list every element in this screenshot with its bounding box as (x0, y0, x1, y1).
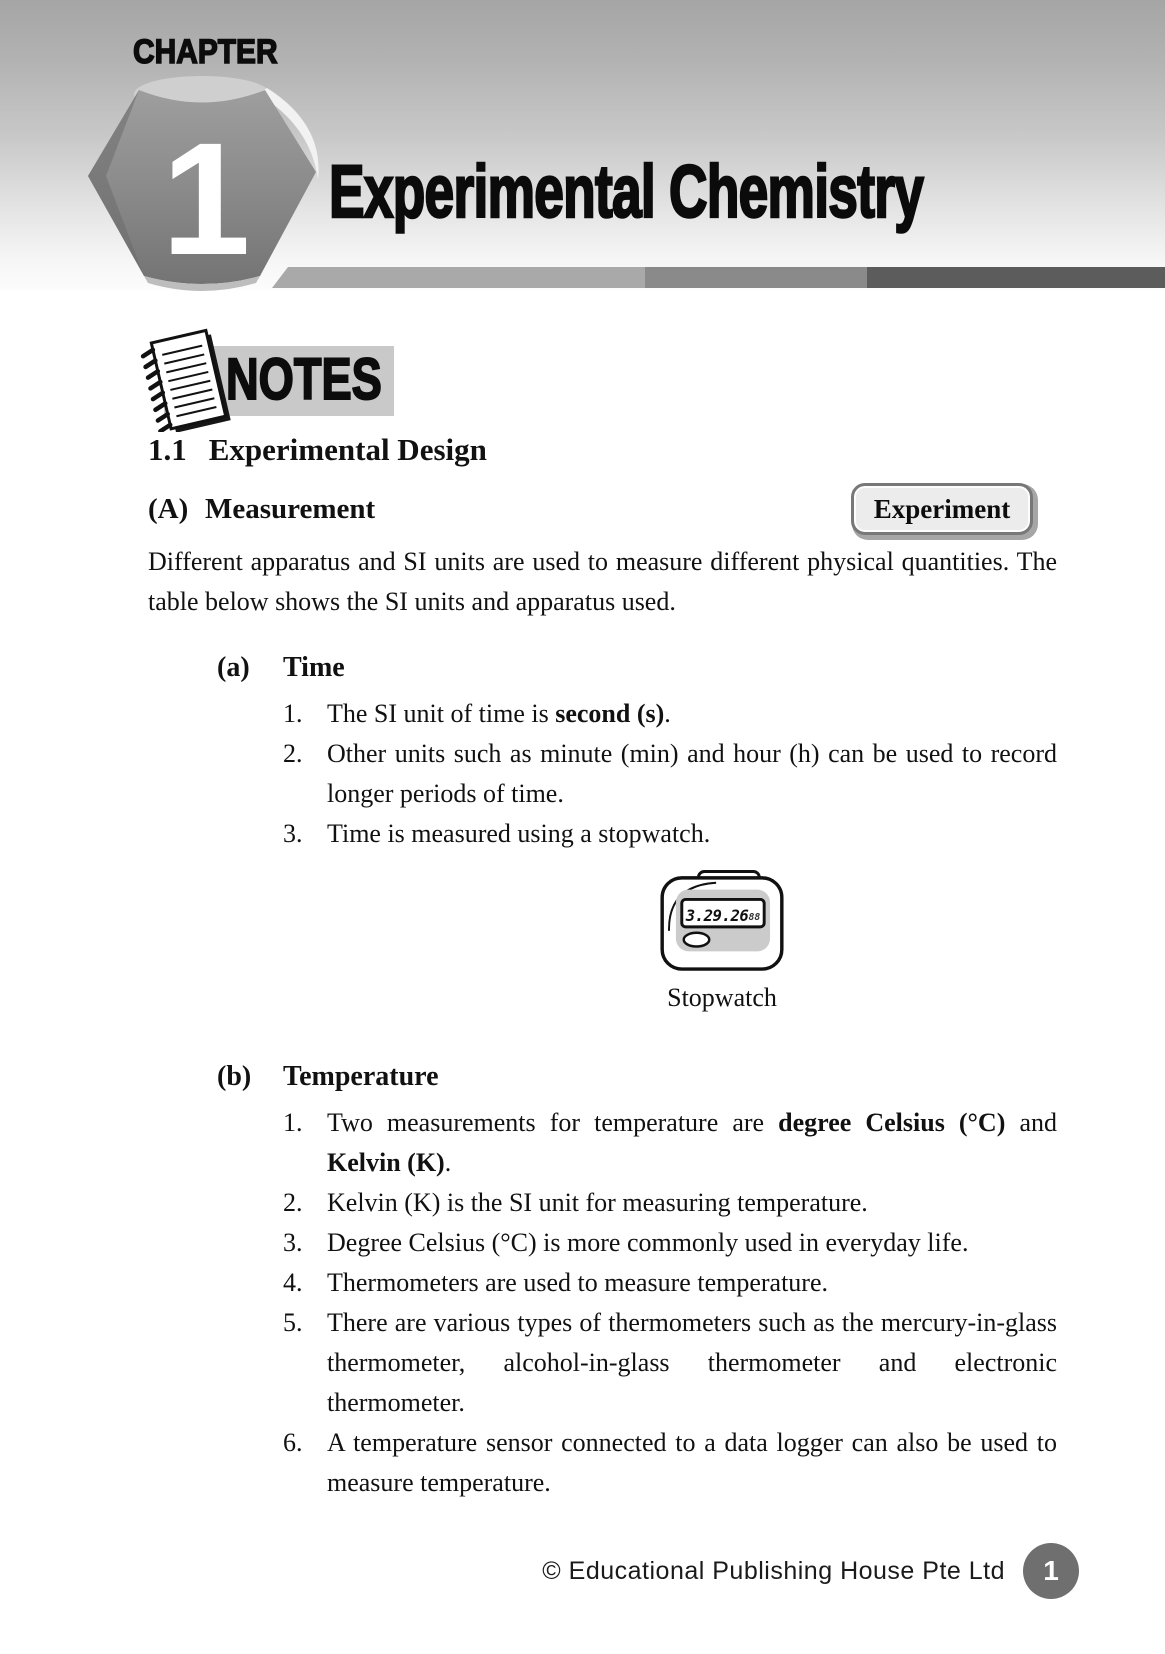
list-item (283, 1263, 1057, 1303)
item-text: Two measurements for temperature are degree Celsius (°C) and Kelvin (K). (327, 1108, 1057, 1177)
time-heading (217, 648, 1057, 688)
item-number: 6. (283, 1428, 303, 1457)
chapter-label: CHAPTER (133, 33, 278, 71)
item-text: Thermometers are used to measure temperature. (327, 1268, 828, 1297)
subsection-a-row (148, 482, 1057, 536)
chapter-badge (84, 68, 320, 294)
time-label: (a) (217, 652, 250, 683)
list-item (283, 1183, 1057, 1223)
item-text: Degree Celsius (°C) is more commonly used in everyday life. (327, 1228, 969, 1257)
experiment-badge (851, 483, 1033, 535)
notes-banner (148, 332, 468, 424)
subsection-a-heading (148, 493, 375, 526)
time-list (283, 694, 1057, 854)
item-text: Time is measured using a stopwatch. (327, 819, 711, 848)
header-bar (272, 267, 1165, 288)
item-text: Kelvin (K) is the SI unit for measuring temperature. (327, 1188, 868, 1217)
stopwatch-icon (659, 870, 785, 972)
intro-paragraph: Different apparatus and SI units are used to measure different physical quantities. The table below shows the SI units and apparatus used. (148, 547, 1057, 616)
section-heading (148, 428, 1057, 472)
stopwatch-caption: Stopwatch (667, 983, 777, 1012)
section-number: 1.1 (148, 432, 187, 467)
notepad-icon (134, 326, 240, 432)
stopwatch-display: 3.29.26 (685, 906, 749, 925)
item-number: 2. (283, 739, 303, 768)
section-title: Experimental Design (208, 432, 487, 467)
copyright-text: © Educational Publishing House Pte Ltd (542, 1556, 1005, 1585)
stopwatch-figure (327, 870, 1057, 1015)
header-bar-segment-mid (645, 267, 867, 288)
temperature-title: Temperature (283, 1061, 439, 1092)
item-text: Other units such as minute (min) and hour (h) can be used to record longer periods of time. (327, 739, 1057, 808)
page-number-badge (1023, 1543, 1079, 1599)
list-item (283, 1103, 1057, 1183)
page-body (0, 332, 1165, 1503)
time-title: Time (283, 652, 345, 683)
subsection-a-title: Measurement (205, 492, 376, 525)
list-item (283, 1423, 1057, 1503)
page-title: Experimental Chemistry (329, 150, 924, 233)
item-number: 1. (283, 699, 303, 728)
list-item (283, 814, 1057, 854)
header-bar-segment-dark (867, 267, 1165, 288)
item-text: The SI unit of time is second (s). (327, 699, 671, 728)
temperature-list (283, 1103, 1057, 1503)
page-footer (542, 1543, 1079, 1599)
item-text: There are various types of thermometers such as the mercury-in-glass thermometer, alcohol-in-glass thermometer and electronic thermometer. (327, 1308, 1057, 1417)
chapter-header (0, 0, 1165, 290)
temperature-label: (b) (217, 1061, 252, 1092)
item-number: 2. (283, 1188, 303, 1217)
item-number: 3. (283, 819, 303, 848)
header-bar-segment-light (272, 267, 645, 288)
experiment-badge-label: Experiment (873, 493, 1011, 524)
list-item (283, 734, 1057, 814)
stopwatch-display-small: 88 (748, 912, 761, 924)
page-number: 1 (1043, 1555, 1059, 1586)
item-number: 1. (283, 1108, 303, 1137)
subsection-a-label: (A) (148, 492, 189, 525)
notes-label: NOTES (226, 347, 382, 412)
list-item (283, 1303, 1057, 1423)
item-text: A temperature sensor connected to a data logger can also be used to measure temperature. (327, 1428, 1057, 1497)
item-number: 5. (283, 1308, 303, 1337)
list-item (283, 694, 1057, 734)
item-number: 3. (283, 1228, 303, 1257)
list-item (283, 1223, 1057, 1263)
temperature-heading (217, 1057, 1057, 1097)
hexagon-badge-icon (84, 68, 320, 294)
item-number: 4. (283, 1268, 303, 1297)
chapter-number: 1 (161, 109, 251, 288)
